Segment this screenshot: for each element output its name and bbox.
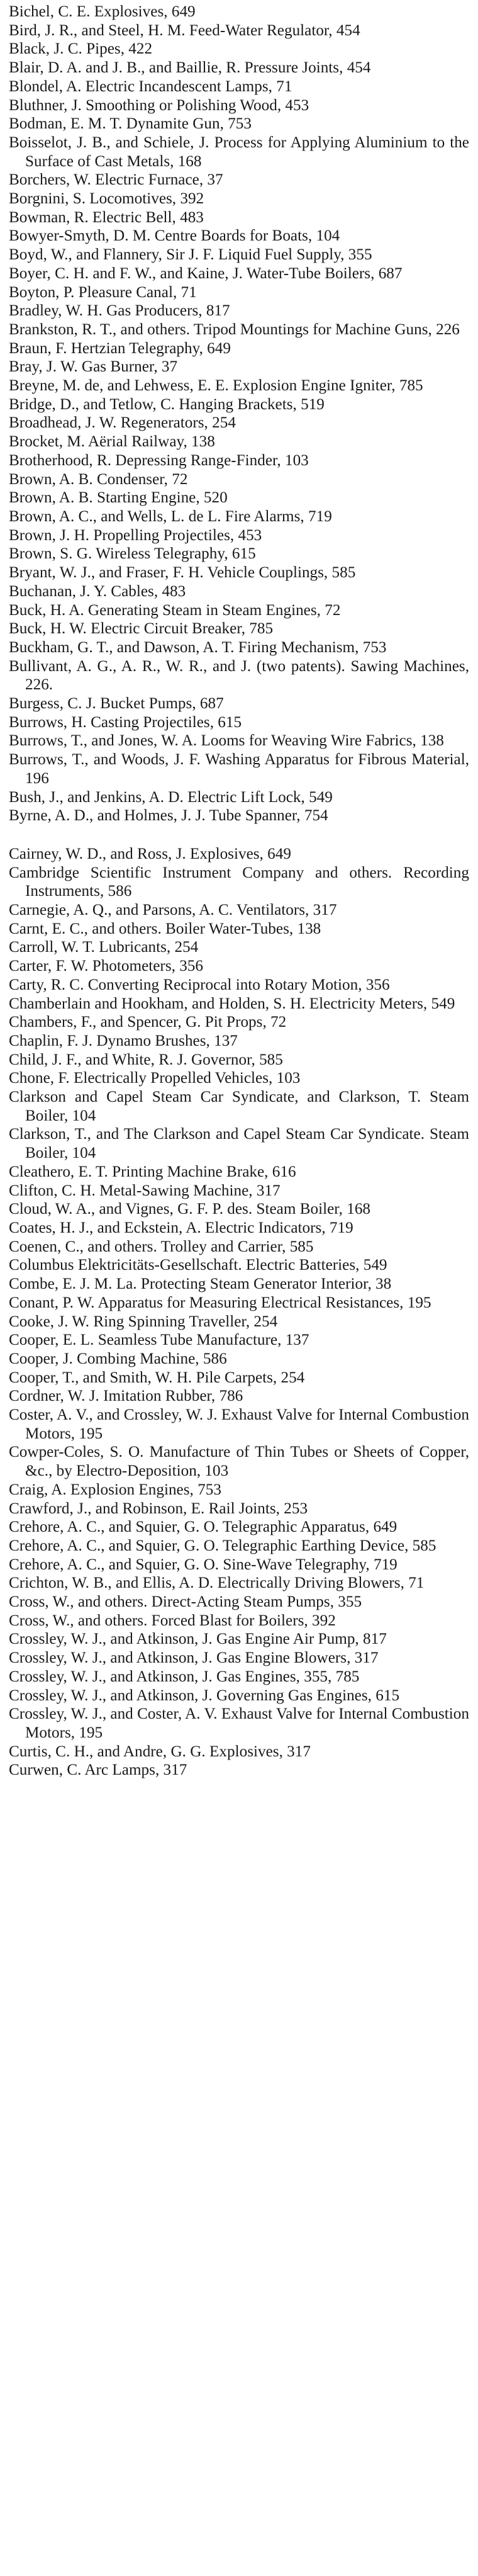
index-entry: Borchers, W. Electric Furnace, 37 (9, 171, 223, 189)
index-entry: Brotherhood, R. Depressing Range-Finder, 103 (9, 451, 309, 469)
index-entry: Bullivant, A. G., A. R., W. R., and J. (two patents). Sawing Machines, 226. (9, 657, 469, 694)
index-entry: Crehore, A. C., and Squier, G. O. Sine-Wave Telegraphy, 719 (9, 1556, 397, 1573)
index-entry: Carnt, E. C., and others. Boiler Water-Tubes, 138 (9, 920, 321, 937)
index-entry: Carter, F. W. Photometers, 356 (9, 958, 203, 975)
index-entry: Cordner, W. J. Imitation Rubber, 786 (9, 1387, 243, 1405)
index-entry: Byrne, A. D., and Holmes, J. J. Tube Spanner, 754 (9, 807, 328, 825)
index-entry: Brown, J. H. Propelling Projectiles, 453 (9, 526, 262, 544)
index-entry: Bowyer-Smyth, D. M. Centre Boards for Boats, 104 (9, 227, 340, 245)
index-entry: Bradley, W. H. Gas Producers, 817 (9, 302, 230, 320)
index-entry: Boisselot, J. B., and Schiele, J. Process for Applying Aluminium to the Surface of Cast Metals, 168 (9, 133, 469, 170)
index-entry: Brown, A. C., and Wells, L. de L. Fire Alarms, 719 (9, 507, 332, 525)
index-entry: Cowper-Coles, S. O. Manufacture of Thin Tubes or Sheets of Copper, &c., by Electro-Deposition, 103 (9, 1443, 469, 1480)
index-entry: Crossley, W. J., and Atkinson, J. Gas Engine Air Pump, 817 (9, 1630, 387, 1648)
index-entry: Bray, J. W. Gas Burner, 37 (9, 358, 178, 376)
index-entry: Crossley, W. J., and Atkinson, J. Gas Engine Blowers, 317 (9, 1649, 379, 1667)
index-entry: Cross, W., and others. Direct-Acting Steam Pumps, 355 (9, 1593, 362, 1611)
index-entry: Burrows, T., and Woods, J. F. Washing Apparatus for Fibrous Material, 196 (9, 751, 469, 787)
patent-name-index (9, 3, 469, 1780)
index-entry: Bowman, R. Electric Bell, 483 (9, 208, 204, 226)
index-entry: Brown, S. G. Wireless Telegraphy, 615 (9, 545, 256, 563)
index-entry: Burrows, T., and Jones, W. A. Looms for Weaving Wire Fabrics, 138 (9, 732, 444, 750)
index-entry: Cooke, J. W. Ring Spinning Traveller, 254 (9, 1313, 278, 1330)
index-entry: Crichton, W. B., and Ellis, A. D. Electrically Driving Blowers, 71 (9, 1574, 425, 1592)
index-entry: Braun, F. Hertzian Telegraphy, 649 (9, 339, 231, 357)
section-gap (9, 825, 469, 845)
index-entry: Cooper, J. Combing Machine, 586 (9, 1350, 227, 1367)
index-entry: Cooper, E. L. Seamless Tube Manufacture, 137 (9, 1331, 309, 1349)
index-entry: Clarkson and Capel Steam Car Syndicate, and Clarkson, T. Steam Boiler, 104 (9, 1088, 469, 1124)
index-entry: Blair, D. A. and J. B., and Baillie, R. Pressure Joints, 454 (9, 59, 371, 77)
index-entry: Cambridge Scientific Instrument Company and others. Recording Instruments, 586 (9, 864, 469, 900)
index-entry: Burrows, H. Casting Projectiles, 615 (9, 713, 242, 731)
index-entry: Crawford, J., and Robinson, E. Rail Joints, 253 (9, 1500, 308, 1517)
index-entry: Bird, J. R., and Steel, H. M. Feed-Water Regulator, 454 (9, 21, 360, 39)
index-entry: Cleathero, E. T. Printing Machine Brake, 616 (9, 1163, 296, 1180)
index-entry: Buchanan, J. Y. Cables, 483 (9, 582, 186, 600)
index-entry: Crossley, W. J., and Atkinson, J. Gas Engines, 355, 785 (9, 1668, 360, 1685)
index-entry: Coster, A. V., and Crossley, W. J. Exhaust Valve for Internal Combustion Motors, 195 (9, 1406, 469, 1442)
index-entry: Boyer, C. H. and F. W., and Kaine, J. Water-Tube Boilers, 687 (9, 264, 403, 282)
index-entry: Child, J. F., and White, R. J. Governor, 585 (9, 1051, 283, 1068)
index-entry: Bush, J., and Jenkins, A. D. Electric Lift Lock, 549 (9, 788, 333, 806)
index-entry: Cloud, W. A., and Vignes, G. F. P. des. Steam Boiler, 168 (9, 1200, 371, 1218)
index-entry: Bichel, C. E. Explosives, 649 (9, 3, 196, 20)
index-entry: Black, J. C. Pipes, 422 (9, 40, 153, 58)
index-entry: Bluthner, J. Smoothing or Polishing Wood, 453 (9, 96, 309, 114)
index-entry: Buckham, G. T., and Dawson, A. T. Firing Mechanism, 753 (9, 638, 387, 656)
index-entry: Bodman, E. M. T. Dynamite Gun, 753 (9, 115, 252, 133)
index-entry: Brown, A. B. Condenser, 72 (9, 470, 188, 488)
index-entry: Borgnini, S. Locomotives, 392 (9, 190, 204, 208)
index-entry: Curwen, C. Arc Lamps, 317 (9, 1761, 187, 1779)
index-entry: Craig, A. Explosion Engines, 753 (9, 1481, 221, 1498)
index-entry: Broadhead, J. W. Regenerators, 254 (9, 414, 236, 432)
index-entry: Crehore, A. C., and Squier, G. O. Telegraphic Earthing Device, 585 (9, 1537, 436, 1554)
index-entry: Brankston, R. T., and others. Tripod Mountings for Machine Guns, 226 (9, 320, 460, 338)
index-entry: Bryant, W. J., and Fraser, F. H. Vehicle Couplings, 585 (9, 564, 356, 582)
index-entry: Crossley, W. J., and Atkinson, J. Governing Gas Engines, 615 (9, 1686, 400, 1704)
index-entry: Carty, R. C. Converting Reciprocal into Rotary Motion, 356 (9, 976, 390, 993)
index-entry: Coates, H. J., and Eckstein, A. Electric Indicators, 719 (9, 1219, 353, 1236)
index-entry: Chamberlain and Hookham, and Holden, S. H. Electricity Meters, 549 (9, 995, 455, 1012)
index-entry: Coenen, C., and others. Trolley and Carrier, 585 (9, 1238, 314, 1255)
index-entry: Breyne, M. de, and Lehwess, E. E. Explosion Engine Igniter, 785 (9, 377, 423, 395)
index-entry: Boyd, W., and Flannery, Sir J. F. Liquid Fuel Supply, 355 (9, 246, 372, 264)
index-entry: Cross, W., and others. Forced Blast for Boilers, 392 (9, 1612, 336, 1629)
index-entry: Cairney, W. D., and Ross, J. Explosives, 649 (9, 845, 291, 862)
index-entry: Chambers, F., and Spencer, G. Pit Props, 72 (9, 1014, 287, 1031)
index-entry: Buck, H. A. Generating Steam in Steam Engines, 72 (9, 601, 341, 619)
index-entry: Chone, F. Electrically Propelled Vehicles, 103 (9, 1070, 301, 1087)
index-entry: Bridge, D., and Tetlow, C. Hanging Brackets, 519 (9, 395, 325, 413)
index-entry: Cooper, T., and Smith, W. H. Pile Carpets, 254 (9, 1369, 305, 1386)
index-entry: Carnegie, A. Q., and Parsons, A. C. Ventilators, 317 (9, 901, 337, 919)
index-entry: Combe, E. J. M. La. Protecting Steam Generator Interior, 38 (9, 1275, 392, 1293)
index-entry: Conant, P. W. Apparatus for Measuring Electrical Resistances, 195 (9, 1294, 431, 1311)
index-entry: Blondel, A. Electric Incandescent Lamps, 71 (9, 77, 292, 95)
index-entry: Brocket, M. Aërial Railway, 138 (9, 433, 215, 451)
index-entry: Chaplin, F. J. Dynamo Brushes, 137 (9, 1032, 238, 1049)
index-entry: Burgess, C. J. Bucket Pumps, 687 (9, 695, 224, 713)
index-entry: Buck, H. W. Electric Circuit Breaker, 785 (9, 620, 274, 638)
index-entry: Brown, A. B. Starting Engine, 520 (9, 489, 228, 507)
index-entry: Clarkson, T., and The Clarkson and Capel Steam Car Syndicate. Steam Boiler, 104 (9, 1126, 469, 1162)
index-entry: Boyton, P. Pleasure Canal, 71 (9, 283, 197, 301)
index-entry: Carroll, W. T. Lubricants, 254 (9, 939, 199, 956)
index-entry: Clifton, C. H. Metal-Sawing Machine, 317 (9, 1182, 281, 1199)
index-entry: Curtis, C. H., and Andre, G. G. Explosives, 317 (9, 1743, 311, 1760)
index-entry: Crossley, W. J., and Coster, A. V. Exhaust Valve for Internal Combustion Motors, 195 (9, 1705, 469, 1741)
index-entry: Columbus Elektricitäts-Gesellschaft. Electric Batteries, 549 (9, 1257, 387, 1274)
index-entry: Crehore, A. C., and Squier, G. O. Telegraphic Apparatus, 649 (9, 1518, 397, 1536)
